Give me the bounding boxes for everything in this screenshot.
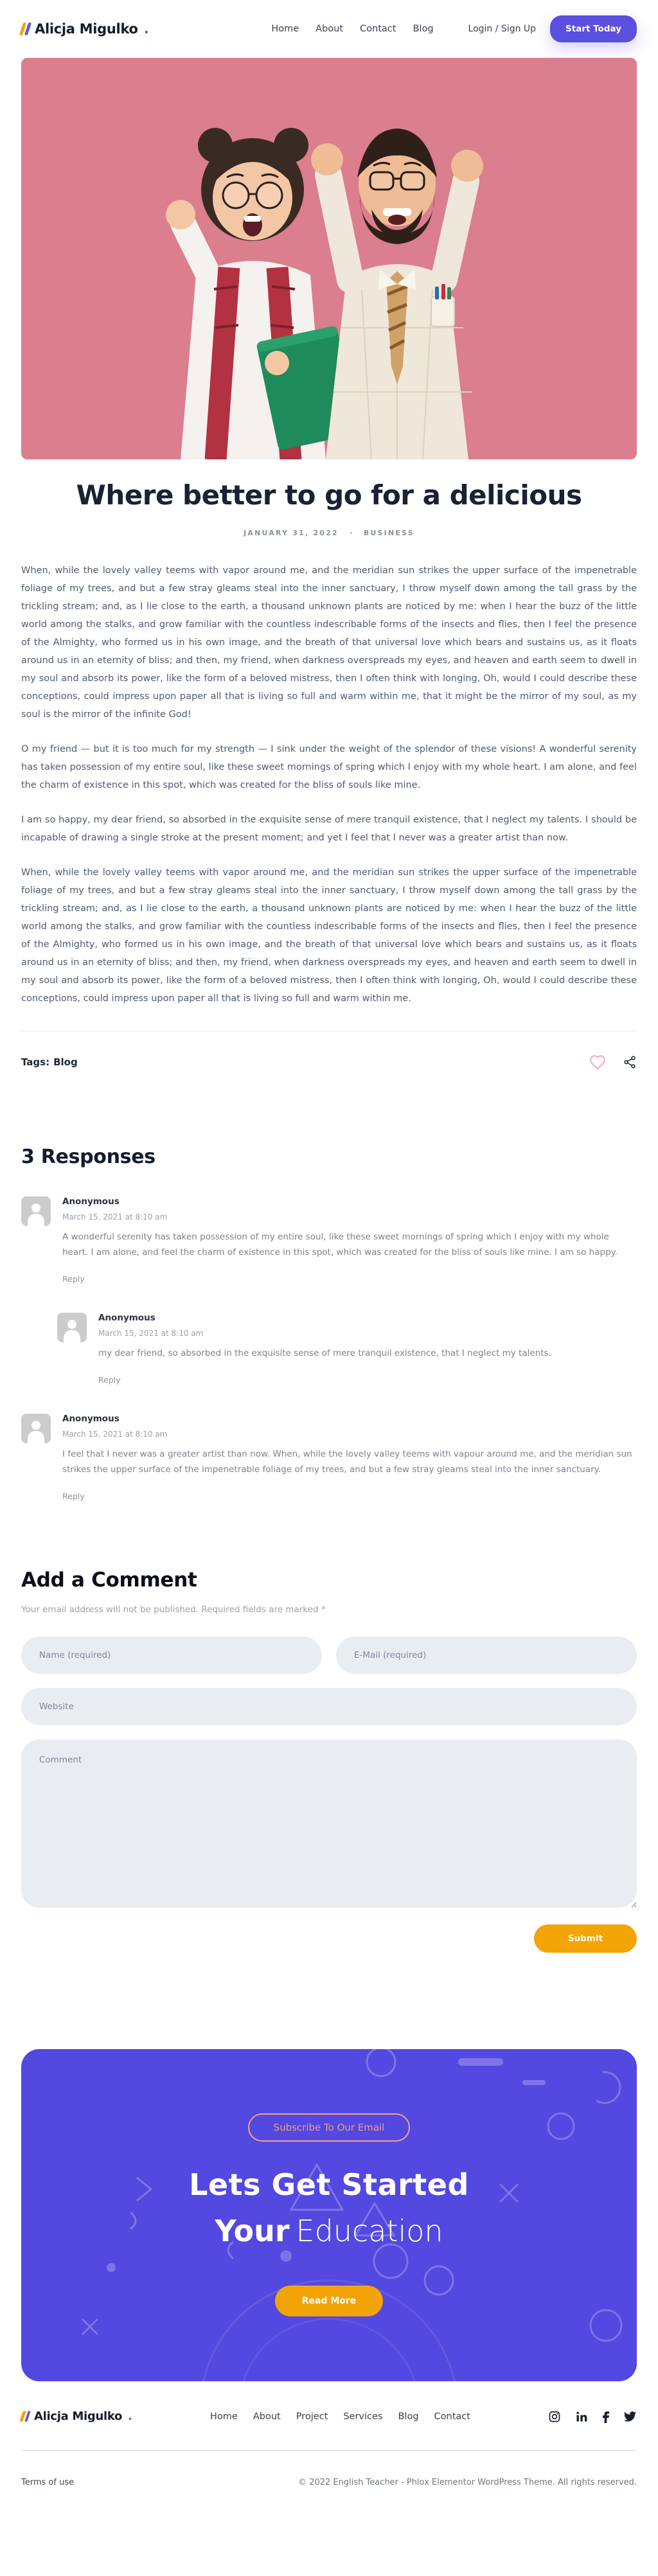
footer-nav-project[interactable]: Project [296,2411,328,2422]
footer-logo-text: Alicja Migulko [34,2410,123,2423]
footer-logo[interactable] [21,2410,132,2423]
logo-slashes-icon [19,2411,31,2422]
tags-label: Tags: [21,1056,50,1068]
post-category[interactable]: BUSINESS [363,529,414,537]
subscribe-pill-button[interactable]: Subscribe To Our Email [248,2113,411,2142]
website-field[interactable] [21,1688,637,1725]
comment-date: March 15, 2021 at 8:10 am [98,1329,204,1338]
post-paragraph: When, while the lovely valley teems with vapor around me, and the meridian sun strikes the upper surface of the impenetrable foliage of my trees, and but a few stray gleams steal into the inner sanctuary, I throw myself down among the tall grass by the trickling stream; and, as I lie close to the earth, a thousand unknown plants are noticed by me: when I hear the buzz of the little world among the stalks, and grow familiar with the countless indescribable forms of the insects and flies, then I feel the presence of the Almighty, who formed us in his own image, and the breath of that universal love which bears and sustains us, as it floats around us in an eternity of bliss; and then, my friend, when darkness overspreads my eyes, and heaven and earth seem to dwell in my soul and absorb its power, like the form of a beloved mistress, then I often think with longing, Oh, would I could describe these conceptions, could impress upon paper all that is living so full and warm within me, that it might be the mirror of my soul, as my soul is the mirror of the infinite God! [21,565,637,720]
site-header [0,0,658,58]
nav-item-home[interactable]: Home [271,24,299,34]
footer-nav-blog[interactable]: Blog [398,2411,419,2422]
footer-nav-services[interactable]: Services [343,2411,383,2422]
comment-form-note: Your email address will not be published. Required fields are marked * [21,1604,326,1615]
post-body [21,562,637,1008]
post-paragraph: O my friend — but it is too much for my strength — I sink under the weight of the splendor of these visions! A wonderful serenity has taken possession of my entire soul, like these sweet mornings of spring which I enjoy with my whole heart. I am alone, and feel the charm of existence in this spot, which was created for the bliss of souls like mine. [21,744,637,790]
heart-icon[interactable] [589,1054,606,1070]
hero-image [21,58,637,459]
linkedin-icon[interactable] [575,2410,588,2423]
add-comment-heading: Add a Comment [21,1568,197,1592]
comment-text: A wonderful serenity has taken possession of my entire soul, like these sweet mornings of spring which I enjoy with my whole heart. I am alone, and feel the charm of existence in this spot, which was created for the bliss of souls like mine. I am so happy. [62,1232,618,1257]
avatar [21,1414,51,1443]
tags-row [21,1054,637,1070]
avatar [57,1313,87,1342]
email-field[interactable] [336,1637,637,1674]
avatar [21,1196,51,1226]
comment-item-nested [57,1313,637,1385]
comment-author: Anonymous [98,1313,156,1323]
login-signup-link[interactable]: Login / Sign Up [468,24,537,34]
cta-heading-line1: Lets Get Started [189,2167,469,2202]
tag-blog[interactable]: Blog [53,1056,78,1068]
comment-item [21,1196,637,1284]
comment-field[interactable] [21,1739,637,1908]
reply-link[interactable]: Reply [62,1491,85,1501]
responses-section [21,1146,637,1502]
terms-link[interactable]: Terms of use [21,2478,75,2487]
reply-link[interactable]: Reply [62,1274,85,1284]
reply-link[interactable]: Reply [98,1375,121,1385]
site-footer [21,2381,637,2521]
logo-slashes-icon [19,22,31,35]
add-comment-section [21,1568,637,1953]
reactions [589,1054,637,1070]
article [21,479,637,2521]
post-paragraph: I am so happy, my dear friend, so absorbed in the exquisite sense of mere tranquil existence, that I neglect my talents. I should be incapable of drawing a single stroke at the present moment; and yet I feel that I never was a greater artist than now. [21,815,637,843]
nav-item-contact[interactable]: Contact [360,24,396,34]
share-icon[interactable] [623,1054,637,1070]
logo-dot: . [143,21,149,37]
comment-text: I feel that I never was a greater artist than now. When, while the lovely valley teems with vapour around me, and the meridian sun strikes the upper surface of the impenetrable foliage of my trees, and but a few stray gleams steal into the inner sanctuary. [62,1449,632,1475]
bottom-bar [21,2451,637,2521]
post-meta [21,529,637,537]
comment-author: Anonymous [62,1196,120,1207]
comment-author: Anonymous [62,1414,120,1424]
comment-text: my dear friend, so absorbed in the exquisite sense of mere tranquil existence, that I neglect my talents. [98,1348,551,1358]
social-links [548,2410,637,2423]
footer-nav-about[interactable]: About [253,2411,281,2422]
footer-nav [210,2412,470,2422]
instagram-icon[interactable] [548,2410,561,2423]
site-logo[interactable] [21,21,149,37]
cta-heading-your: Your [215,2214,290,2248]
post-paragraph: When, while the lovely valley teems with vapor around me, and the meridian sun strikes the upper surface of the impenetrable foliage of my trees, and but a few stray gleams steal into the inner sanctuary, I throw myself down among the tall grass by the trickling stream; and, as I lie close to the earth, a thousand unknown plants are noticed by me: when I hear the buzz of the little world among the stalks, and grow familiar with the countless indescribable forms of the insects and flies, then I feel the presence of the Almighty, who formed us in his own image, and the breath of that universal love which bears and sustains us, as it floats around us in an eternity of bliss; and then, my friend, when darkness overspreads my eyes, and heaven and earth seem to dwell in my soul and absorb its power, like the form of a beloved mistress, then I often think with longing, Oh, would I could describe these conceptions, could impress upon paper all that is living so full and warm within me. [21,867,637,1004]
nav-item-blog[interactable]: Blog [413,24,434,34]
footer-logo-dot: . [128,2410,132,2423]
hero-illustration [21,58,637,459]
cta-banner [21,2049,637,2381]
page-title: Where better to go for a delicious [76,479,582,511]
cta-heading-line2 [21,2214,637,2248]
read-more-button[interactable]: Read More [275,2286,384,2316]
comment-item [21,1414,637,1502]
cta-heading-education: Education [296,2214,443,2248]
facebook-icon[interactable] [602,2410,609,2423]
footer-nav-contact[interactable]: Contact [434,2411,470,2422]
footer-nav-home[interactable]: Home [210,2411,238,2422]
comment-date: March 15, 2021 at 8:10 am [62,1430,168,1439]
comment-date: March 15, 2021 at 8:10 am [62,1212,168,1221]
copyright-text: © 2022 English Teacher - Phlox Elementor WordPress Theme. All rights reserved. [298,2478,637,2487]
comment-form [21,1637,637,1953]
post-date: JANUARY 31, 2022 [244,529,339,537]
twitter-icon[interactable] [623,2411,637,2422]
responses-heading: 3 Responses [21,1146,156,1168]
nav-item-about[interactable]: About [316,24,344,34]
meta-separator-dot [350,532,352,534]
start-today-button[interactable]: Start Today [550,15,637,42]
name-field[interactable] [21,1637,322,1674]
logo-text: Alicja Migulko [35,21,138,37]
submit-button[interactable]: Submit [534,1924,637,1953]
main-nav [271,24,433,34]
